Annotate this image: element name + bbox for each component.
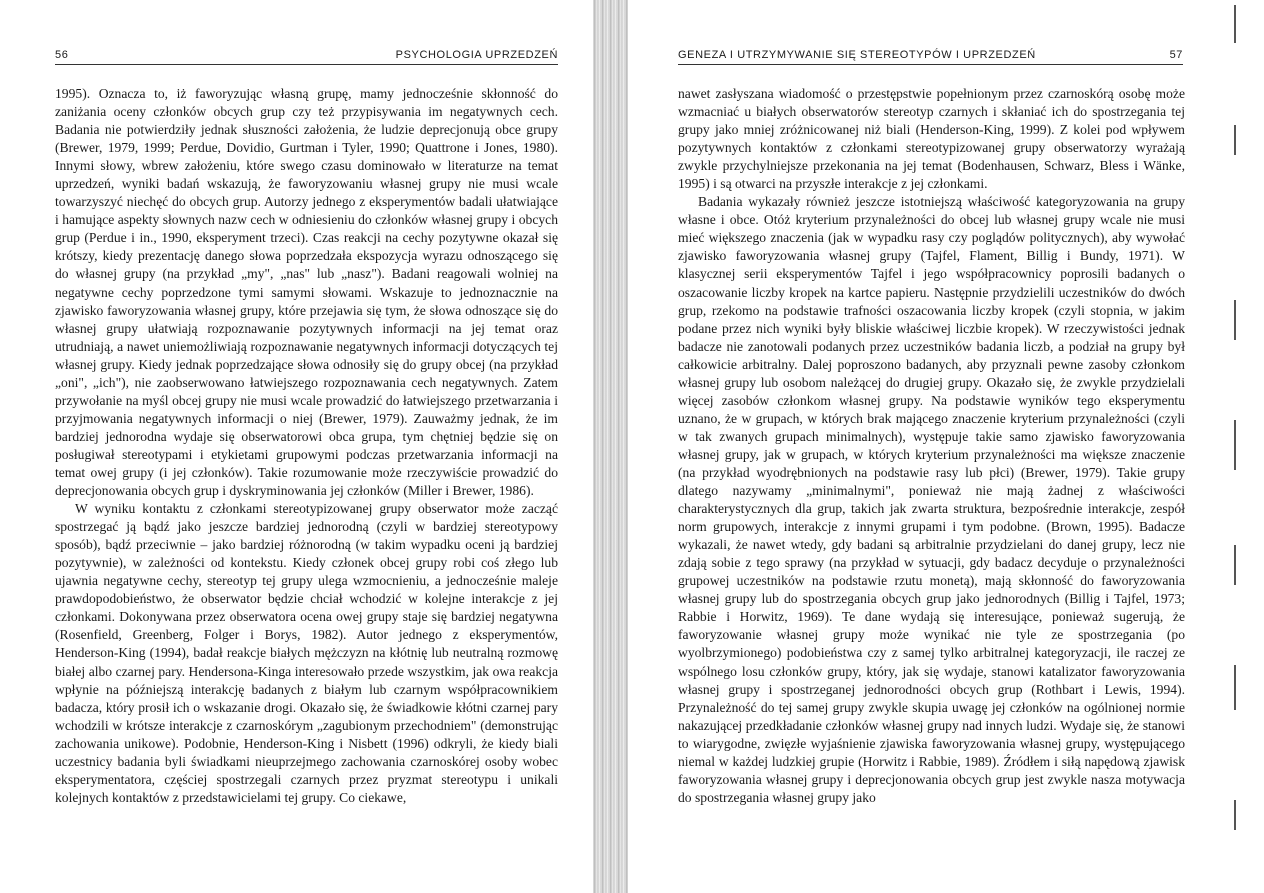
right-page-number: 57: [1169, 49, 1183, 61]
left-paragraph-2: W wyniku kontaktu z członkami stereotypizowanej grupy obserwator może zacząć spostrzegać ją bądź jako jeszcze bardziej jednorodną (czyli w bardziej stereotypowy sposób), bądź przeciwnie – jako bardziej różnorodną (w takim wypadku oceni ją bardziej pozytywnie), w zależności od kontekstu. Kiedy członek obcej grupy robi coś złego lub ujawnia negatywne cechy, stereotyp tej grupy ulega wzmocnieniu, a jednocześnie maleje prawdopodobieństwo, że obserwator będzie chciał wchodzić w kolejne interakcje z jej członkami. Dokonywana przez obserwatora ocena owej grupy staje się bardziej negatywna (Rosenfield, Greenberg, Folger i Borys, 1982). Autor jednego z eksperymentów, Henderson-King (1994), badał reakcje białych mężczyzn na kłótnię lub neutralną rozmowę białej albo czarnej pary. Hendersona-Kinga interesowało przede wszystkim, jak owa reakcja wpłynie na późniejszą interakcję badanych z białym lub czarnym współpracownikiem badacza, który prosił ich o wskazanie drogi. Okazało się, że świadkowie kłótni czarnej pary wchodzili w krótsze interakcje z czarnoskórym „zagubionym przechodniem" (demonstrując zachowania unikowe). Podobnie, Henderson-King i Nisbett (1996) odkryli, że kiedy biali uczestnicy badania byli świadkami nieuprzejmego zachowania czarnoskórej osoby wobec eksperymentatora, częściej spostrzegali czarnych przez pryzmat stereotypu i unikali kolejnych kontaktów z przedstawicielami tej grupy. Co ciekawe,: [55, 501, 558, 805]
page-edge-mark: [1234, 300, 1236, 340]
page-edge-mark: [1234, 665, 1236, 710]
page-edge-mark: [1234, 5, 1236, 43]
page-edge-mark: [1234, 125, 1236, 155]
right-page: [630, 0, 1264, 893]
page-edge-mark: [1234, 800, 1236, 830]
left-running-title: PSYCHOLOGIA UPRZEDZEŃ: [395, 49, 558, 61]
right-page-header: [678, 48, 1183, 65]
right-paragraph-1: nawet zasłyszana wiadomość o przestępstwie popełnionym przez czarnoskórą osobę może wzmacniać u białych obserwatorów stereotyp czarnych i skłaniać ich do spostrzegania tej grupy jako mniej zróżnicowanej niż biali (Henderson-King, 1999). Z kolei pod wpływem pozytywnych kontaktów z członkami stereotypizowanej grupy obserwatorzy wyrażają zwykle przychylniejsze przekonania na jej temat (Bodenhausen, Schwarz, Bless i Wänke, 1995) i są otwarci na przyszłe interakcje z jej członkami.: [678, 86, 1185, 192]
left-page-header: [55, 48, 558, 65]
right-page-body: [678, 85, 1185, 807]
page-edge-mark: [1234, 545, 1236, 585]
page-edge-mark: [1234, 420, 1236, 470]
left-page-body: [55, 85, 558, 807]
left-page: [0, 0, 595, 893]
left-page-number: 56: [55, 49, 69, 61]
book-gutter: [593, 0, 628, 893]
right-running-title: GENEZA I UTRZYMYWANIE SIĘ STEREOTYPÓW I UPRZEDZEŃ: [678, 49, 1036, 61]
left-paragraph-1: 1995). Oznacza to, iż faworyzując własną grupę, mamy jednocześnie skłonność do zaniżania oceny członków obcych grup czy też przypisywania im negatywnych cech. Badania nie potwierdziły jednak słuszności założenia, że ludzie deprecjonują obce grupy (Brewer, 1979, 1999; Perdue, Dovidio, Gurtman i Tyler, 1990; Quattrone i Jones, 1980). Innymi słowy, wbrew założeniu, które swego czasu dominowało w literaturze na temat uprzedzeń, wyniki badań wskazują, że faworyzowaniu własnej grupy nie musi wcale towarzyszyć niechęć do obcych grup. Autorzy jednego z eksperymentów badali ułatwiające i hamujące aspekty słownych nazw cech w odniesieniu do członków własnej grupy i obcych grup (Perdue i in., 1990, eksperyment trzeci). Czas reakcji na cechy pozytywne okazał się krótszy, kiedy prezentację danego słowa poprzedzała ekspozycja wyrazu odnoszącego się do własnej grupy (na przykład „my", „nas" lub „nasz"). Badani reagowali wolniej na negatywne cechy poprzedzone tymi samymi słowami. Wskazuje to jednoznacznie na zjawisko faworyzowania własnej grupy, które przejawia się tym, że słowa odnoszące się do własnej grupy ułatwiają rozpoznawanie pozytywnych informacji na jej temat oraz utrudniają, a nawet uniemożliwiają rozpoznawanie negatywnych informacji dotyczących tej własnej grupy. Kiedy jednak poprzedzające słowa odnosiły się do grupy obcej (na przykład „oni", „ich"), nie zaobserwowano łatwiejszego rozpoznawania cech negatywnych. Zatem przywołanie na myśl obcej grupy nie musi wcale prowadzić do łatwiejszego przetwarzania i przyjmowania negatywnych informacji o niej (Brewer, 1979). Zauważmy jednak, że im bardziej jednorodna wydaje się obserwatorowi obca grupa, tym chętniej będzie się on posługiwał stereotypami i etykietami grupowymi podczas przetwarzania informacji na temat owej grupy (i jej członków). Takie rozumowanie może rzeczywiście prowadzić do deprecjonowania obcych grup i dyskryminowania jej członków (Miller i Brewer, 1986).: [55, 86, 558, 499]
right-paragraph-2: Badania wykazały również jeszcze istotniejszą właściwość kategoryzowania na grupy własne i obce. Otóż kryterium przynależności do obcej lub własnej grupy wcale nie musi mieć większego znaczenia (jak w wypadku rasy czy poglądów politycznych), aby wywołać zjawisko faworyzowania własnej grupy (Tajfel, Flament, Billig i Bundy, 1971). W klasycznej serii eksperymentów Tajfel i jego współpracownicy poprosili badanych o oszacowanie liczby kropek na kartce papieru. Następnie przydzielili uczestników do dwóch grup, rzekomo na podstawie trafności oszacowania liczby kropek (czyli stopnia, w jakim podane przez nich wyniki były bliskie właściwej liczbie kropek). W rzeczywistości jednak badacze nie zanotowali podanych przez uczestników badania liczb, a podział na grupy był całkowicie arbitralny. Dalej poproszono badanych, aby przyznali pewne zasoby członkom własnej grupy lub osobom należącej do drugiej grupy. Okazało się, że zwykle przydzielali więcej zasobów członkom własnej grupy. Na podstawie wyników tego eksperymentu uznano, że w grupach, w których brak mającego znaczenie kryterium przynależności (czyli w tak zwanych grupach minimalnych), występuje takie samo zjawisko faworyzowania własnej grupy, jak w grupach, w których kryterium przynależności ma większe znaczenie (na przykład wyodrębnionych na podstawie rasy lub płci) (Brewer, 1979). Takie grupy dlatego nazywamy „minimalnymi", ponieważ nie mają żadnej z właściwości charakterystycznych dla grup, takich jak zwarta struktura, bezpośrednie interakcje, zespół norm grupowych, interakcje z innymi grupami i tym podobne. (Brown, 1995). Badacze wykazali, że nawet wtedy, gdy badani są arbitralnie przydzielani do danej grupy, lecz nie zdają sobie z tego sprawy (na przykład w sytuacji, gdy badacz decyduje o przynależności grupowej uczestników na podstawie rzutu monetą), mają skłonność do faworyzowania własnej grupy lub do spostrzegania obcych grup jako jednorodnych (Billig i Tajfel, 1973; Rabbie i Horwitz, 1969). Te dane wydają się interesujące, ponieważ sugerują, że faworyzowanie własnej grupy może wynikać nie tyle ze spostrzegania (po wyolbrzymionego) podobieństwa czy z samej tylko arbitralnej kategoryzacji, ile raczej ze wspólnego losu członków grupy, który, jak się wydaje, stanowi katalizator faworyzowania własnej grupy i spostrzeganej jednorodności obcych grup (Rothbart i Lewis, 1994). Przynależność do tej samej grupy zwykle skupia uwagę jej członków na ogólnionej normie nakazującej przedkładanie członków własnej grupy nad innych ludzi. Wydaje się, że stanowi to wiarygodne, zwięzłe wyjaśnienie zjawiska faworyzowania własnej grupy, występującego niemal w każdej ludzkiej grupie (Horwitz i Rabbie, 1989). Źródłem i siłą napędową zjawisk faworyzowania własnej grupy i deprecjonowania obcych grup jest zwykle nasza motywacja do spostrzegania własnej grupy jako: [678, 194, 1185, 805]
